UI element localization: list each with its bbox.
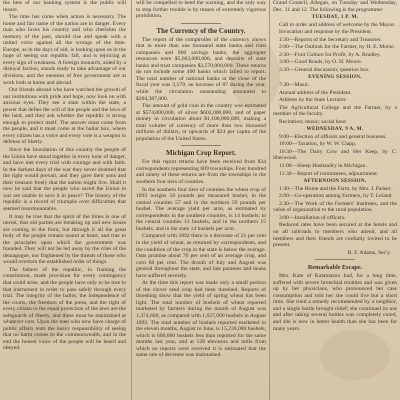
article-heading-currency: The Currency of the Country. bbox=[156, 26, 246, 35]
program-item: 3:00—Installation of officers. bbox=[279, 214, 346, 221]
column-right bbox=[273, 0, 397, 400]
article-paragraph: For this report returns have been received from 834 correspondents representing 609 townships. Four hundred and ninety of these returns are from the townships in the southern four tiers of counties. bbox=[136, 159, 266, 186]
column-left bbox=[3, 0, 126, 400]
column-lead-in: Grand Council, Allegan, on Tuesday and Wednesday, Dec. 11 and 12. The following is the programme: bbox=[273, 0, 397, 13]
program-section-title: TUESDAY, 1 P. M. bbox=[311, 14, 359, 21]
program-item: 11:30—Report of committees; adjournment. bbox=[279, 170, 379, 177]
article-heading-remarkable-escape: Remarkable Escape. bbox=[307, 264, 363, 272]
program-item: 9:00—Election of officers and general business. bbox=[279, 133, 387, 140]
program-item: Address by the State Lecturer. bbox=[279, 97, 347, 104]
article-paragraph: Our friends abroad who have watched the growth of our institutions with pride and hope, now look on with anxious eyes. They see a state within the state, a power that defies the will of the people and the laws of the land, and they ask whether the republic is strong enough to protect itself. The answer must come from the people, and it must come at the ballot box, where every citizen has a voice and every vote is a weapon in defense of liberty. bbox=[3, 87, 126, 146]
section-divider bbox=[181, 145, 221, 146]
program-item: 2:30—The Work of the Farmers' Institutes, and the value of organization to the rural population. bbox=[273, 200, 397, 214]
program-item: 1:30—Reports of the Secretary and Treasurer. bbox=[279, 36, 382, 43]
article-paragraph: It may be true that the spirit of the times is one of unrest, that old parties are breaking up and new issues are coming to the front, but through it all the great body of the people remain sound at heart, and true to the principles upon which the government was founded. They will not be led away by the cries of the demagogue, nor frightened by the threats of those who would overturn the established order of things. bbox=[3, 213, 126, 266]
signature-line: H. F. Adams, Sec'y. bbox=[347, 249, 391, 256]
article-paragraph: Since the foundation of this country the people of the Union have stood together in every hour of danger, and have met every trial with courage and with faith. In the darkest days of the war they never doubted that the right would prevail, and they gave their sons and their treasure freely that the nation might live. Shall it now be said that the people who saved the Union in war are unable to save it in peace? The history of the republic is a record of triumphs over difficulties that seemed insurmountable. bbox=[3, 147, 126, 212]
column-lead-in: will be compelled to heed the warning, and the only way to stop further trouble is by means of extremely vigorous prohibition. bbox=[136, 0, 266, 20]
program-item: 11:00—Sheep Husbandry in Michigan. bbox=[279, 163, 367, 170]
program-item: Annual address of the President. bbox=[279, 89, 352, 96]
article-paragraph: At the time this report was made only a small portion of the clover seed crop had been threshed. Reports of threshing show that the yield of spring wheat has been light. The total number of bushels of wheat reported marketed by farmers during the month of August was 1,374,600, as compared with 1,627,000 bushels in August 1892. The total number of bushels reported marketed in the eleven months, August to June, is 15,230,000 bushels, which is 600,000 bushels less than reported for the same months last year, and at 128 elevators and mills from which no reports were received it is estimated that the same rate of decrease was maintained. bbox=[136, 280, 266, 359]
article-paragraph: Mrs. Kate of Kalamazoo had, for a long time, suffered with severe bronchial troubles and was given up by her physicians, who pronounced her case consumption and told her she could live but a short time. She tried a remedy recommended by a neighbor, and a single bottle brought relief; she continued its use and after taking several bottles was completely cured, and she is now in better health than she has been for many years. bbox=[273, 273, 397, 332]
article-paragraph: The fathers of the republic, in framing the constitution, made provision for every contingency that could arise, and the people have only to be true to that instrument in order to pass safely through every trial. The integrity of the ballot, the independence of the courts, the freedom of the press, and the right of every citizen to the equal protection of the laws are the safeguards of liberty, and these must be maintained at whatever cost. Upon the men who now have charge of public affairs rests the heavy responsibility of seeing that no harm comes to the commonwealth, and in the end the honest voice of the people will be heard and obeyed. bbox=[3, 266, 126, 352]
program-item: Call to order and address of welcome by the Mayor. bbox=[279, 21, 396, 28]
program-item: The Agricultural College and the Farmer, by a member of the faculty. bbox=[273, 104, 397, 118]
program-section-title: WEDNESDAY, 9 A. M. bbox=[306, 126, 364, 133]
program-item: 3:00—Good Roads, by O. H. Moore. bbox=[279, 59, 363, 66]
column-rule bbox=[131, 0, 132, 400]
program-section-title: AFTERNOON SESSION. bbox=[303, 178, 367, 185]
article-paragraph: The time has come when action is necessary. The home and fair name of the nation are in danger. Every man who loves his country and who cherishes the memory of the past, should rise and speak with a united voice against all the wrongs of the time. Europe, as in the days of old, is looking upon us in the hope of seeing our republic fall, and is rejoicing at every sign of weakness. A foreign monarch, aided by a disloyal faction, stands ready to take advantage of our divisions, and the enemies of free government are at work both at home and abroad. bbox=[3, 14, 126, 86]
program-item: 3:30—General discussion; question box. bbox=[279, 66, 371, 73]
program-item: Reduced rates have been secured at the hotels and on all railroads to members who attend, and all members and their friends are cordially invited to be present. bbox=[273, 222, 397, 249]
program-item: 2:30—Fruit Culture for Profit, by A. Bradley. bbox=[279, 51, 381, 58]
program-section-title: EVENING SESSION. bbox=[308, 74, 362, 81]
column-middle bbox=[136, 0, 266, 400]
program-item: 10:00—Taxation, by W. W. Clapp. bbox=[279, 141, 357, 148]
program-item: 7:30—Music. bbox=[279, 82, 310, 89]
program-item: Recitation; music; social hour. bbox=[279, 118, 348, 125]
column-lead-in: the best of our banking system is the public will insure. bbox=[3, 0, 126, 13]
section-divider bbox=[181, 23, 221, 24]
program-item: 2:00—Co-operation among Farmers, by T. Leland. bbox=[279, 193, 393, 200]
program-item: 1:30—The Home and the Farm, by Mrs. J. Parker. bbox=[279, 185, 392, 192]
program-item: 10:30—The Dairy Cow and Her Keep, by C. Sherwood. bbox=[273, 148, 397, 162]
article-paragraph: The amount of gold coin in the country was estimated at $574,000,000, of silver $602,000,000, and of paper money in circulation about $1,100,000,000, making a total volume of currency of more than two thousand millions of dollars, or upwards of $24 per capita of the population of the United States. bbox=[136, 103, 266, 142]
article-paragraph: The report of the comptroller of the currency shows that in more than one thousand state banks and trust companies and 800 savings banks, the aggregate resources were $5,663,000,000, and deposits of state banks and trust companies $2,570,000,000. These returns do not include some 400 banks which failed to report. The total number of national banks at the close of the fiscal year was 3,579, an increase of 87 during the year, while the circulation outstanding amounted to $204,387,000. bbox=[136, 36, 266, 102]
program-item: 2:00—The Outlook for the Farmer, by H. E. Morse. bbox=[279, 44, 395, 51]
article-paragraph: In the southern four tiers of counties the wheat crop of 1893 weighs 58 pounds per measured bushel, in the central counties 57 and in the northern 59 pounds per bushel. The average yield per acre, as estimated by correspondents in the southern counties, is 14 bushels; in the central counties 13 bushels, and in the northern 15 bushels, and in the state 14 bushels per acre. bbox=[136, 186, 266, 232]
program-item: Invocation and response by the President. bbox=[279, 29, 373, 36]
article-heading-crop-report: Michigan Crop Report. bbox=[165, 149, 237, 158]
section-divider bbox=[315, 259, 355, 260]
article-paragraph: Compared with 1892 there is a decrease of 21 per cent in the yield of wheat, as returned by correspondents, and the condition of the crop in the state is below the average. Oats promise about 70 per cent of an average crop, and corn 68 per cent. The drouth of July and August was general throughout the state, and late potatoes and beans have suffered severely. bbox=[136, 233, 266, 279]
column-rule bbox=[269, 0, 270, 400]
